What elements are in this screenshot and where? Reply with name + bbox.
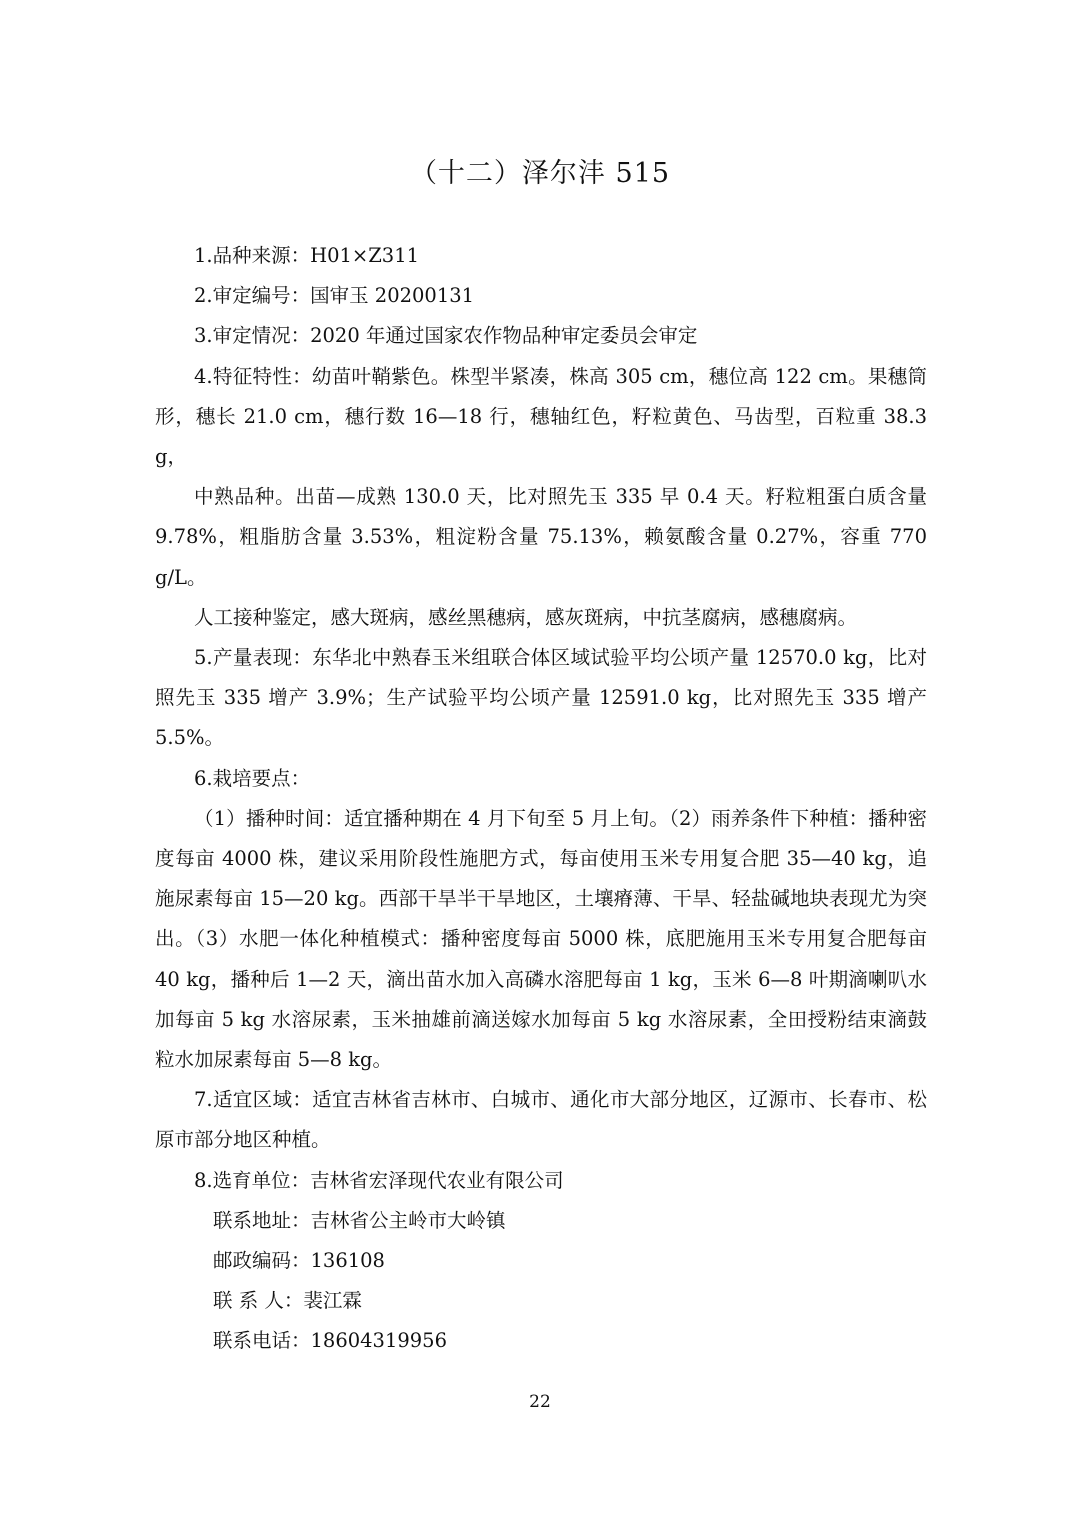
page-number: 22	[529, 1392, 551, 1412]
document-body	[155, 236, 927, 1362]
document-title: （十二）泽尔沣 515	[409, 158, 671, 189]
approval-status: 3.审定情况：2020 年通过国家农作物品种审定委员会审定	[194, 324, 698, 348]
maturity-quality-paragraph: 中熟品种。出苗—成熟 130.0 天，比对照先玉 335 早 0.4 天。籽粒粗蛋白质含量 9.78%，粗脂肪含量 3.53%，粗淀粉含量 75.13%，赖氨酸含量 0.27%，容重 770 g/L。	[155, 485, 927, 589]
contact-address: 联系地址：吉林省公主岭市大岭镇	[213, 1208, 506, 1232]
suitable-region-paragraph: 7.适宜区域：适宜吉林省吉林市、白城市、通化市大部分地区，辽源市、长春市、松原市部分地区种植。	[155, 1088, 927, 1152]
contact-person: 联 系 人：裴江霖	[213, 1289, 362, 1313]
variety-source: 1.品种来源：H01×Z311	[194, 244, 420, 267]
cultivation-paragraph: （1）播种时间：适宜播种期在 4 月下旬至 5 月上旬。（2）雨养条件下种植：播种密度每亩 4000 株，建议采用阶段性施肥方式，每亩使用玉米专用复合肥 35—40 kg，追施尿素每亩 15—20 kg。西部干旱半干旱地区，土壤瘠薄、干旱、轻盐碱地块表现尤为突出。（3）水肥一体化种植模式：播种密度每亩 5000 株，底肥施用玉米专用复合肥每亩 40 kg，播种后 1—2 天，滴出苗水加入高磷水溶肥每亩 1 kg，玉米 6—8 叶期滴喇叭水加每亩 5 kg 水溶尿素，玉米抽雄前滴送嫁水加每亩 5 kg 水溶尿素，全田授粉结束滴鼓粒水加尿素每亩 5—8 kg。	[155, 806, 927, 1072]
contact-postcode: 邮政编码：136108	[213, 1249, 385, 1273]
approval-number: 2.审定编号：国审玉 20200131	[194, 284, 475, 308]
breeding-unit: 8.选育单位：吉林省宏泽现代农业有限公司	[194, 1168, 564, 1192]
characteristics-paragraph: 4.特征特性：幼苗叶鞘紫色。株型半紧凑，株高 305 cm，穗位高 122 cm。果穗筒形，穗长 21.0 cm，穗行数 16—18 行，穗轴红色，籽粒黄色、马齿型，百粒重 38.3 g，	[155, 364, 927, 469]
contact-phone: 联系电话：18604319956	[213, 1329, 447, 1353]
disease-resistance-paragraph: 人工接种鉴定，感大斑病，感丝黑穗病，感灰斑病，中抗茎腐病，感穗腐病。	[194, 605, 858, 629]
yield-performance-paragraph: 5.产量表现：东华北中熟春玉米组联合体区域试验平均公顷产量 12570.0 kg，比对照先玉 335 增产 3.9%；生产试验平均公顷产量 12591.0 kg，比对照先玉 335 增产 5.5%。	[155, 646, 927, 750]
cultivation-heading: 6.栽培要点：	[194, 766, 311, 790]
